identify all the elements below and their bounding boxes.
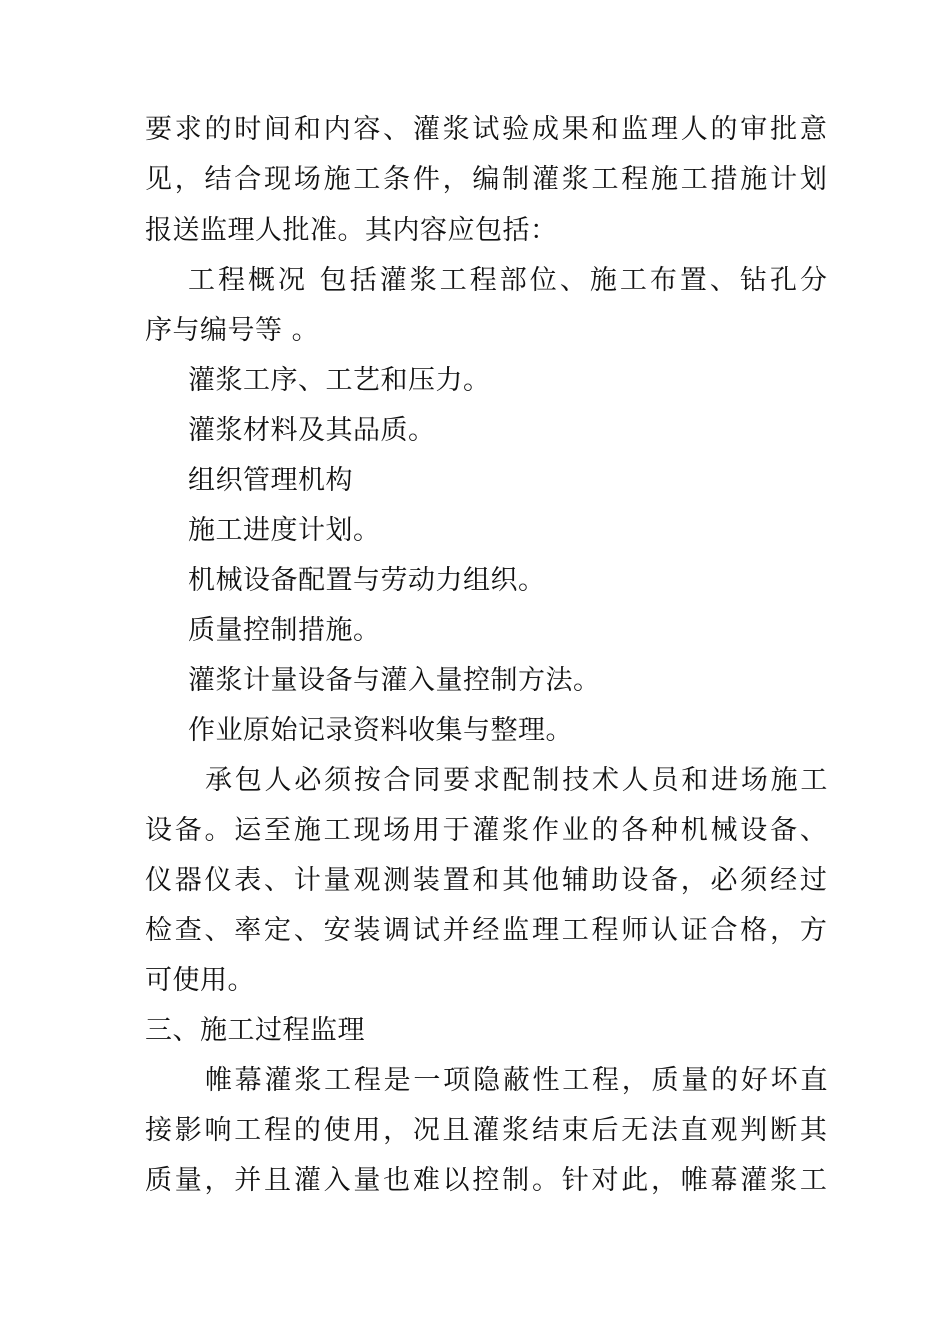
text-line-22: 质量，并且灌入量也难以控制。针对此，帷幕灌浆工 — [145, 1165, 830, 1196]
text-line-18: 可使用。 — [145, 965, 255, 996]
text-line-3: 报送监理人批准。其内容应包括： — [145, 215, 558, 246]
text-line-4: 工程概况 包括灌浆工程部位、施工布置、钻孔分 — [188, 265, 830, 296]
list-item-1: 灌浆工序、工艺和压力。 — [188, 365, 491, 396]
list-item-8: 作业原始记录资料收集与整理。 — [188, 715, 573, 746]
text-line-17: 检查、率定、安装调试并经监理工程师认证合格，方 — [145, 915, 830, 946]
text-line-21: 接影响工程的使用，况且灌浆结束后无法直观判断其 — [145, 1115, 830, 1146]
list-item-5: 机械设备配置与劳动力组织。 — [188, 565, 546, 596]
text-line-14: 承包人必须按合同要求配制技术人员和进场施工 — [205, 765, 831, 796]
list-item-4: 施工进度计划。 — [188, 515, 381, 546]
list-item-6: 质量控制措施。 — [188, 615, 381, 646]
text-line-16: 仪器仪表、计量观测装置和其他辅助设备，必须经过 — [145, 865, 830, 896]
text-line-5: 序与编号等 。 — [145, 315, 320, 346]
text-line-20: 帷幕灌浆工程是一项隐蔽性工程，质量的好坏直 — [205, 1065, 831, 1096]
list-item-7: 灌浆计量设备与灌入量控制方法。 — [188, 665, 601, 696]
text-line-1: 要求的时间和内容、灌浆试验成果和监理人的审批意 — [145, 114, 830, 145]
list-item-2: 灌浆材料及其品质。 — [188, 415, 436, 446]
text-line-15: 设备。运至施工现场用于灌浆作业的各种机械设备、 — [145, 815, 830, 846]
list-item-3: 组织管理机构 — [188, 465, 353, 496]
section-heading: 三、施工过程监理 — [145, 1015, 365, 1046]
text-line-2: 见，结合现场施工条件，编制灌浆工程施工措施计划 — [145, 164, 830, 195]
